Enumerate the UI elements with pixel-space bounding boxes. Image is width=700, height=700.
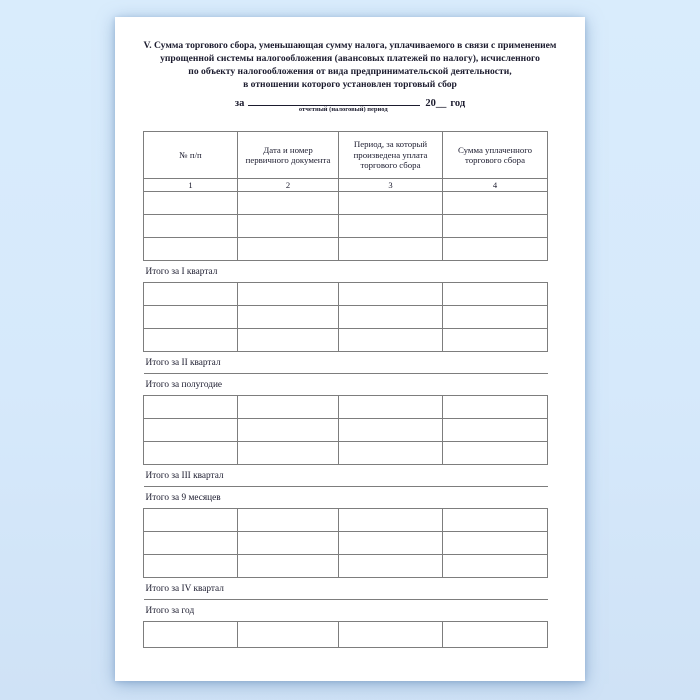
table-cell <box>238 396 339 419</box>
table-cell <box>144 215 238 238</box>
period-prefix-label: за <box>234 98 245 109</box>
total-row-q2 <box>144 352 548 374</box>
table-cell <box>144 532 238 555</box>
total-row-q3 <box>144 465 548 487</box>
section-title-line: в отношении которого установлен торговый сбор <box>243 79 457 90</box>
table-cell <box>443 238 548 261</box>
table-cell <box>144 555 238 578</box>
total-row-halfyear <box>144 374 548 396</box>
table-cell <box>339 532 443 555</box>
empty-data-row <box>144 532 548 555</box>
empty-data-row <box>144 238 548 261</box>
col-header-row-number: № п/п <box>144 132 238 179</box>
table-cell <box>144 238 238 261</box>
table-cell <box>339 442 443 465</box>
empty-data-row <box>144 509 548 532</box>
period-year-suffix-label: год <box>450 98 466 109</box>
period-year-label: 20__ <box>425 98 447 109</box>
table-cell <box>238 215 339 238</box>
table-cell <box>238 622 339 648</box>
table-cell <box>144 192 238 215</box>
total-row-label: Итого за III квартал <box>144 465 548 487</box>
empty-data-row <box>144 419 548 442</box>
column-number: 1 <box>144 179 238 192</box>
empty-data-row <box>144 396 548 419</box>
empty-data-row <box>144 192 548 215</box>
table-cell <box>144 442 238 465</box>
table-cell <box>144 396 238 419</box>
empty-data-row <box>144 622 548 648</box>
empty-data-row <box>144 442 548 465</box>
column-number: 4 <box>443 179 548 192</box>
table-cell <box>144 283 238 306</box>
table-cell <box>238 329 339 352</box>
empty-data-row <box>144 329 548 352</box>
column-number: 3 <box>339 179 443 192</box>
table-cell <box>339 215 443 238</box>
table-cell <box>443 306 548 329</box>
empty-data-row <box>144 283 548 306</box>
table-cell <box>443 509 548 532</box>
empty-data-row <box>144 555 548 578</box>
table-cell <box>339 396 443 419</box>
table-cell <box>443 532 548 555</box>
table-cell <box>238 419 339 442</box>
total-row-label: Итого за 9 месяцев <box>144 487 548 509</box>
col-header-document: Дата и номер первичного документа <box>238 132 339 179</box>
column-numbers-row <box>144 179 548 192</box>
total-row-label: Итого за II квартал <box>144 352 548 374</box>
table-cell <box>238 555 339 578</box>
table-cell <box>238 238 339 261</box>
table-cell <box>238 283 339 306</box>
table-cell <box>339 509 443 532</box>
table-cell <box>339 329 443 352</box>
table-cell <box>443 215 548 238</box>
total-row-label: Итого за полугодие <box>144 374 548 396</box>
total-row-9months <box>144 487 548 509</box>
table-cell <box>443 283 548 306</box>
table-cell <box>238 509 339 532</box>
table-cell <box>238 192 339 215</box>
empty-data-row <box>144 215 548 238</box>
col-header-paid-amount: Сумма уплаченного торгового сбора <box>443 132 548 179</box>
total-row-year <box>144 600 548 622</box>
table-cell <box>339 283 443 306</box>
total-row-q1 <box>144 261 548 283</box>
total-row-q4 <box>144 578 548 600</box>
total-row-label: Итого за IV квартал <box>144 578 548 600</box>
col-header-payment-period: Период, за который произведена уплата торгового сбора <box>339 132 443 179</box>
table-cell <box>339 192 443 215</box>
table-cell <box>238 442 339 465</box>
section-title-line: по объекту налогообложения от вида предпринимательской деятельности, <box>188 66 512 77</box>
table-cell <box>238 532 339 555</box>
total-row-label: Итого за I квартал <box>144 261 548 283</box>
section-title <box>125 39 575 91</box>
reporting-period-blank <box>248 94 420 113</box>
table-cell <box>238 306 339 329</box>
table-cell <box>339 622 443 648</box>
table-cell <box>443 555 548 578</box>
table-cell <box>443 622 548 648</box>
table-cell <box>339 306 443 329</box>
table-cell <box>339 419 443 442</box>
document-page <box>115 17 585 681</box>
table-cell <box>144 622 238 648</box>
empty-data-row <box>144 306 548 329</box>
reporting-period-caption: отчетный (налоговый) период <box>298 106 388 113</box>
table-header-row <box>144 132 548 179</box>
table-cell <box>144 419 238 442</box>
period-line <box>115 94 585 124</box>
table-cell <box>443 192 548 215</box>
table-cell <box>443 442 548 465</box>
table-cell <box>443 329 548 352</box>
table-cell <box>443 396 548 419</box>
table-cell <box>339 238 443 261</box>
section-title-line: V. Сумма торгового сбора, уменьшающая сумму налога, уплачиваемого в связи с применением <box>143 40 557 51</box>
column-number: 2 <box>238 179 339 192</box>
table-cell <box>339 555 443 578</box>
trade-fee-table <box>143 131 548 648</box>
section-title-line: упрощенной системы налогообложения (авансовых платежей по налогу), исчисленного <box>160 53 540 64</box>
table-cell <box>144 306 238 329</box>
table-cell <box>443 419 548 442</box>
table-cell <box>144 329 238 352</box>
table-cell <box>144 509 238 532</box>
total-row-label: Итого за год <box>144 600 548 622</box>
